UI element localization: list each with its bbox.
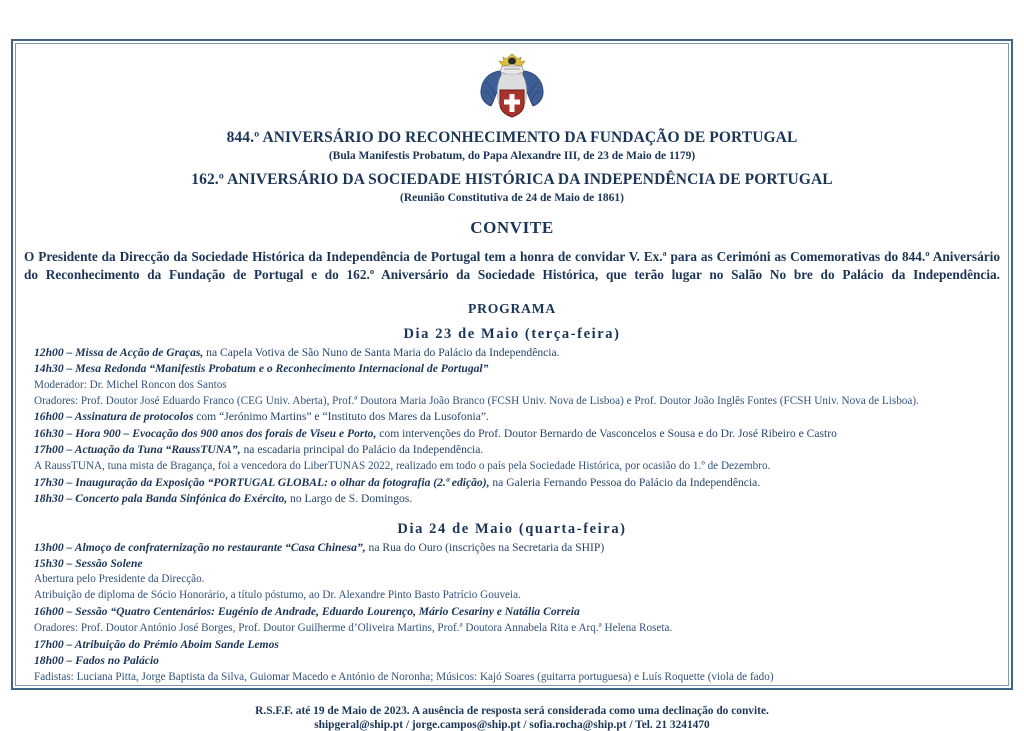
programme-entry	[34, 637, 1002, 653]
programme-entry-detail: na escadaria principal do Palácio da Independência.	[240, 443, 484, 457]
programme-entry	[34, 475, 1002, 491]
document-content	[22, 48, 1002, 731]
programme-entry	[34, 361, 1002, 377]
programme-entry	[34, 588, 1002, 604]
programme-entry	[34, 426, 1002, 442]
programme-entry	[34, 572, 1002, 588]
anniversary-subtitle-1: (Bula Manifestis Probatum, do Papa Alexandre III, de 23 de Maio de 1179)	[328, 150, 696, 162]
crest-container	[22, 48, 1002, 123]
programme-entry-detail: Oradores: Prof. Doutor António José Borges, Prof. Doutor Guilherme d’Oliveira Martins, Prof.ª Doutora Annabela Rita e Arq.ª Helena Roseta.	[34, 621, 673, 634]
programme-list-day-24	[22, 540, 1002, 686]
programme-entry-title: 15h30 – Sessão Solene	[34, 557, 143, 571]
invite-heading: CONVITE	[470, 218, 554, 237]
programme-entry	[34, 345, 1002, 361]
day-heading-24: Dia 24 de Maio (quarta-feira)	[397, 520, 627, 537]
programme-entry-detail: na Galeria Fernando Pessoa do Palácio da Independência.	[489, 475, 761, 489]
anniversary-title-1: 844.º ANIVERSÁRIO DO RECONHECIMENTO DA FUNDAÇÃO DE PORTUGAL	[226, 129, 798, 146]
programme-entry	[34, 394, 1002, 410]
rsvp-text: R.S.F.F. até 19 de Maio de 2023. A ausência de resposta será considerada como uma declinação do convite.	[255, 705, 769, 718]
programme-entry-title: 18h00 – Fados no Palácio	[34, 654, 159, 668]
programme-entry	[34, 670, 1002, 686]
programme-entry-detail: na Capela Votiva de São Nuno de Santa Maria do Palácio da Independência.	[203, 345, 560, 359]
coat-of-arms-icon	[473, 52, 551, 118]
programme-entry-title: 17h00 – Actuação da Tuna “RaussTUNA”,	[34, 443, 241, 457]
programme-entry-title: 13h00 – Almoço de confraternização no restaurante “Casa Chinesa”,	[34, 540, 366, 554]
day-heading-23: Dia 23 de Maio (terça-feira)	[403, 325, 621, 342]
programme-entry	[34, 409, 1002, 425]
programme-entry-detail: Fadistas: Luciana Pitta, Jorge Baptista da Silva, Guiomar Macedo e António de Noronha; Músicos: Kajó Soares (guitarra portuguesa) e Luís Roquette (viola de fado)	[34, 670, 774, 683]
programme-heading: PROGRAMA	[468, 300, 556, 316]
programme-entry-detail: no Largo de S. Domingos.	[287, 492, 413, 506]
programme-entry-title: 16h00 – Sessão “Quatro Centenários: Eugénio de Andrade, Eduardo Lourenço, Mário Cesariny e Natália Correia	[34, 605, 580, 619]
invite-body-text: O Presidente da Direcção da Sociedade Histórica da Independência de Portugal tem a honra de convidar V. Ex.ª para as Cerimóni as Comemorativas do 844.º Aniversário do Reconhecimento da Fundação de Portugal e do 162.º Aniversário da Sociedade Histórica, que terão lugar no Salão No bre do Palácio da Independência.	[24, 249, 1000, 283]
programme-entry	[34, 459, 1002, 475]
programme-entry-detail: Oradores: Prof. Doutor José Eduardo Franco (CEG Univ. Aberta), Prof.ª Doutora Maria João Branco (FCSH Univ. Nova de Lisboa) e Prof. Doutor João Inglês Fontes (FCSH Univ. Nova de Lisboa).	[34, 394, 919, 407]
programme-entry-title: 18h30 – Concerto pala Banda Sinfónica do Exército,	[34, 492, 288, 506]
programme-entry-title: 14h30 – Mesa Redonda “Manifestis Probatum e o Reconhecimento Internacional de Portugal”	[34, 362, 489, 376]
programme-entry-detail: Abertura pelo Presidente da Direcção.	[34, 573, 205, 586]
programme-entry	[34, 653, 1002, 669]
anniversary-subtitle-2: (Reunião Constitutiva de 24 de Maio de 1861)	[400, 192, 624, 204]
programme-entry	[34, 604, 1002, 620]
programme-entry	[34, 540, 1002, 556]
programme-entry-detail: na Rua do Ouro (inscrições na Secretaria da SHIP)	[365, 540, 605, 554]
programme-entry-title: 12h00 – Missa de Acção de Graças,	[34, 345, 204, 359]
footer-block	[22, 705, 1002, 731]
contact-text: shipgeral@ship.pt / jorge.campos@ship.pt / sofia.rocha@ship.pt / Tel. 21 3241470	[314, 719, 710, 731]
programme-entry	[34, 621, 1002, 637]
programme-entry	[34, 442, 1002, 458]
programme-entry	[34, 378, 1002, 394]
programme-entry-title: 17h30 – Inauguração da Exposição “PORTUGAL GLOBAL: o olhar da fotografia (2.ª edição),	[34, 475, 490, 489]
programme-entry-title: 16h00 – Assinatura de protocolos	[34, 410, 194, 424]
programme-entry-detail: A RaussTUNA, tuna mista de Bragança, foi a vencedora do LiberTUNAS 2022, realizado em todo o país pela Sociedade Histórica, por ocasião do 1.º de Dezembro.	[34, 459, 771, 472]
programme-entry-detail: Atribuição de diploma de Sócio Honorário, a título póstumo, ao Dr. Alexandre Pinto Basto Patrício Gouveia.	[34, 589, 521, 602]
programme-entry	[34, 491, 1002, 507]
programme-list-day-23	[22, 345, 1002, 508]
programme-entry-title: 17h00 – Atribuição do Prémio Aboim Sande Lemos	[34, 637, 279, 651]
programme-entry-detail: com intervenções do Prof. Doutor Bernardo de Vasconcelos e Sousa e do Dr. José Ribeiro e Castro	[376, 426, 837, 440]
programme-entry-detail: Moderador: Dr. Michel Roncon dos Santos	[34, 378, 227, 391]
programme-entry	[34, 556, 1002, 572]
programme-entry-title: 16h30 – Hora 900 – Evocação dos 900 anos dos forais de Viseu e Porto,	[34, 426, 377, 440]
anniversary-title-2: 162.º ANIVERSÁRIO DA SOCIEDADE HISTÓRICA DA INDEPENDÊNCIA DE PORTUGAL	[191, 171, 833, 188]
programme-entry-detail: com “Jerónimo Martins” e “Instituto dos Mares da Lusofonia”.	[193, 410, 489, 424]
